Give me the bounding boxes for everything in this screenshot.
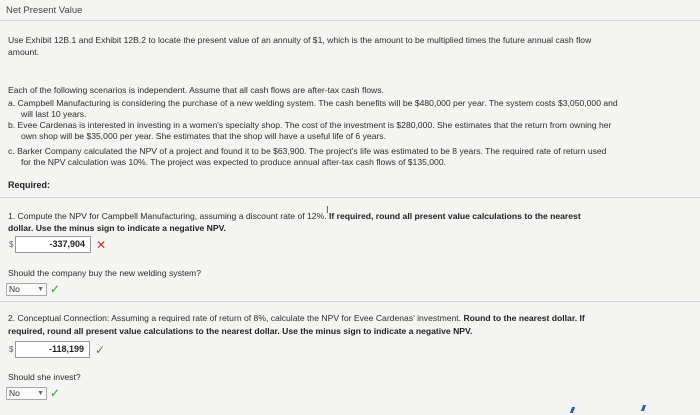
q1-currency: $: [9, 240, 14, 249]
check-mark-icon: ✓: [95, 343, 106, 357]
q2-currency: $: [9, 345, 14, 354]
scenario-a-line-2: will last 10 years.: [21, 109, 87, 119]
page-title: Net Present Value: [6, 5, 83, 16]
q1-prompt: [8, 211, 581, 222]
required-divider: [0, 197, 700, 198]
q2-select-value: No: [9, 388, 20, 398]
q1-npv-input[interactable]: -337,904: [15, 236, 91, 253]
scenario-a-line-1: a. Campbell Manufacturing is considering the purchase of a new welding system. The cash benefits will be $480,000 per year. The system costs $3,050,000 and: [8, 98, 618, 108]
scenario-b-line-1: b. Evee Cardenas is interested in investing in a women's specialty shop. The cost of the investment is $280,000. She estimates that the return from owning her: [8, 120, 612, 130]
chevron-down-icon: ▼: [37, 286, 44, 293]
q2-npv-input[interactable]: -118,199: [15, 341, 90, 358]
q2-prompt-instruction-2: required, round all present value calculations to the nearest dollar. Use the minus sign to indicate a negative NPV.: [8, 326, 473, 336]
q2-prompt-instruction: Round to the nearest dollar. If: [463, 313, 585, 323]
q1-followup-question: Should the company buy the new welding system?: [8, 268, 201, 278]
scenario-intro: Each of the following scenarios is independent. Assume that all cash flows are after-tax cash flows.: [8, 85, 384, 95]
intro-line-2: amount.: [8, 47, 40, 57]
q2-answer-select[interactable]: [6, 387, 47, 400]
scenario-c-line-1: c. Barker Company calculated the NPV of a project and found it to be $63,900. The project's life was estimated to be 8 years. The required rate of return used: [8, 146, 607, 156]
required-label: Required:: [8, 180, 51, 190]
text-cursor-icon: I: [326, 205, 329, 216]
q1-prompt-instruction-2: dollar. Use the minus sign to indicate a negative NPV.: [8, 223, 226, 233]
title-divider: [0, 20, 700, 21]
q1-select-value: No: [9, 284, 20, 294]
q1-divider: [0, 301, 700, 302]
q2-prompt: [8, 313, 585, 324]
decorative-mark: [641, 405, 646, 411]
chevron-down-icon: ▼: [37, 390, 44, 397]
q2-followup-question: Should she invest?: [8, 372, 81, 382]
scenario-c-line-2: for the NPV calculation was 10%. The project was expected to produce annual after-tax cash flows of $135,000.: [21, 157, 447, 167]
q1-answer-select[interactable]: [6, 283, 47, 296]
scenario-b-line-2: own shop will be $35,000 per year. She estimates that the shop will have a useful life of 6 years.: [21, 131, 386, 141]
decorative-mark: [570, 407, 575, 413]
check-mark-icon: ✓: [50, 386, 61, 400]
q1-prompt-text: 1. Compute the NPV for Campbell Manufacturing, assuming a discount rate of 12%.: [8, 211, 327, 221]
check-mark-icon: ✓: [50, 282, 61, 296]
q1-prompt-instruction: If required, round all present value calculations to the nearest: [329, 211, 581, 221]
intro-line-1: Use Exhibit 12B.1 and Exhibit 12B.2 to locate the present value of an annuity of $1, which is the amount to be multiplied times the future annual cash flow: [8, 35, 592, 45]
q2-prompt-text: 2. Conceptual Connection: Assuming a required rate of return of 8%, calculate the NPV for Evee Cardenas' investment.: [8, 313, 462, 323]
x-mark-icon: ✕: [96, 238, 107, 252]
